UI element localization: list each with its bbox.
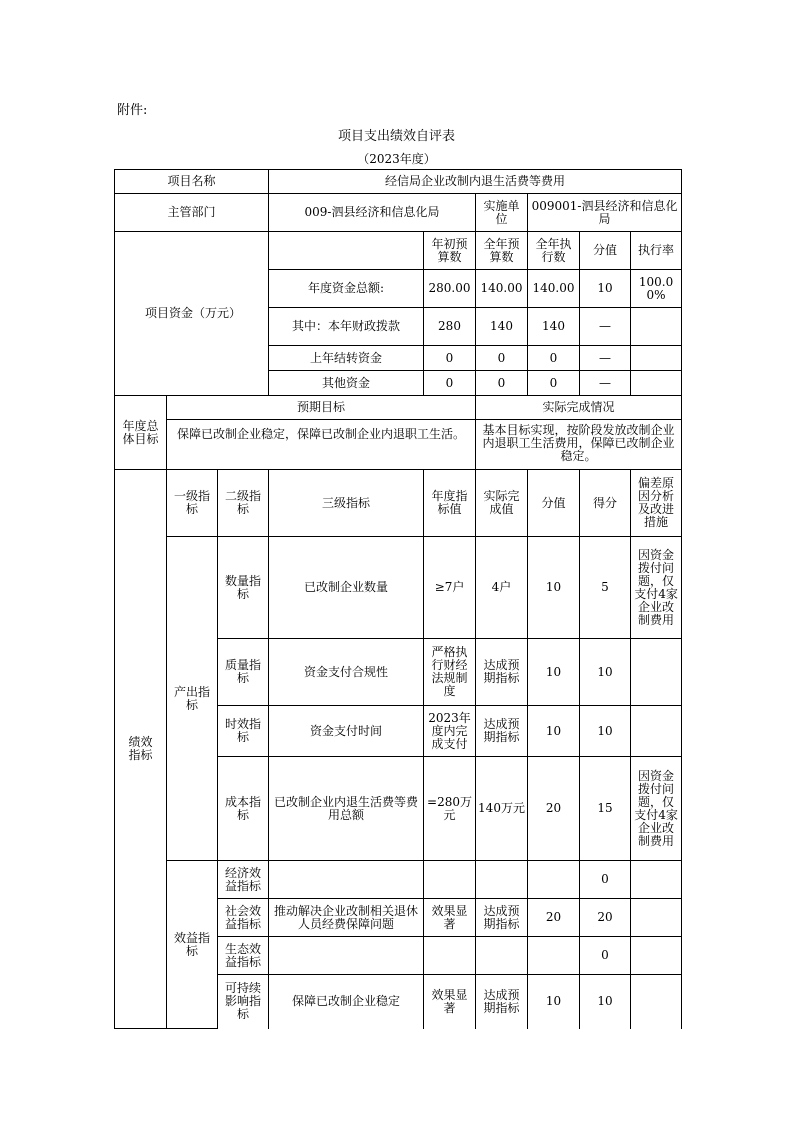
indicator-reason bbox=[631, 937, 682, 975]
attachment-label: 附件: bbox=[117, 103, 148, 118]
fund-row-label: 上年结转资金 bbox=[269, 346, 424, 371]
indicator-target: 2023年度内完成支付 bbox=[424, 706, 476, 757]
fund-rate: 100.00% bbox=[631, 270, 682, 308]
fund-row-label: 其中：本年财政拨款 bbox=[269, 308, 424, 346]
fund-exec: 140.00 bbox=[528, 270, 580, 308]
funds-label: 项目资金（万元） bbox=[115, 232, 269, 396]
expected-goal-label: 预期目标 bbox=[167, 396, 476, 420]
level2-indicator: 质量指标 bbox=[218, 639, 269, 706]
level2-indicator: 经济效益指标 bbox=[218, 861, 269, 899]
header-level3: 三级指标 bbox=[269, 470, 424, 537]
impl-unit-label: 实施单位 bbox=[476, 194, 528, 232]
actual-result-label: 实际完成情况 bbox=[476, 396, 682, 420]
indicator-score-value: 10 bbox=[528, 537, 580, 639]
indicator-reason bbox=[631, 639, 682, 706]
header-level2: 二级指标 bbox=[218, 470, 269, 537]
fund-full: 140 bbox=[476, 308, 528, 346]
indicator-score: 10 bbox=[580, 975, 631, 1029]
header-level1: 一级指标 bbox=[167, 470, 218, 537]
indicator-actual: 达成预期指标 bbox=[476, 975, 528, 1029]
impl-unit-value: 009001-泗县经济和信息化局 bbox=[528, 194, 682, 232]
year-label: （2023年度） bbox=[357, 152, 436, 166]
indicator-actual bbox=[476, 937, 528, 975]
header-score: 得分 bbox=[580, 470, 631, 537]
header-score-value: 分值 bbox=[528, 470, 580, 537]
level2-indicator: 社会效益指标 bbox=[218, 899, 269, 937]
indicator-score: 10 bbox=[580, 706, 631, 757]
output-indicator-label: 产出指标 bbox=[167, 537, 218, 861]
indicator-score: 20 bbox=[580, 899, 631, 937]
fund-row-label: 年度资金总额: bbox=[269, 270, 424, 308]
indicator-actual: 达成预期指标 bbox=[476, 706, 528, 757]
fund-full: 140.00 bbox=[476, 270, 528, 308]
col-initial-budget: 年初预算数 bbox=[424, 232, 476, 270]
fund-exec: 0 bbox=[528, 371, 580, 396]
actual-result-text: 基本目标实现，按阶段发放改制企业内退职工生活费用，保障已改制企业稳定。 bbox=[476, 420, 682, 470]
level2-indicator: 数量指标 bbox=[218, 537, 269, 639]
col-executed: 全年执行数 bbox=[528, 232, 580, 270]
fund-full: 0 bbox=[476, 346, 528, 371]
indicator-reason: 因资金拨付问题，仅支付4家企业改制费用 bbox=[631, 537, 682, 639]
fund-row-label: 其他资金 bbox=[269, 371, 424, 396]
indicator-actual: 达成预期指标 bbox=[476, 639, 528, 706]
level2-indicator: 时效指标 bbox=[218, 706, 269, 757]
fund-score-value: — bbox=[580, 371, 631, 396]
header-actual: 实际完成值 bbox=[476, 470, 528, 537]
indicator-target: 效果显著 bbox=[424, 975, 476, 1029]
expected-goal-text: 保障已改制企业稳定，保障已改制企业内退职工生活。 bbox=[167, 420, 476, 470]
indicator-target: 效果显著 bbox=[424, 899, 476, 937]
indicator-reason bbox=[631, 899, 682, 937]
indicator-reason bbox=[631, 861, 682, 899]
annual-goal-label: 年度总体目标 bbox=[115, 396, 167, 470]
indicator-target: =280万元 bbox=[424, 757, 476, 861]
project-name-label: 项目名称 bbox=[115, 170, 269, 194]
indicator-reason bbox=[631, 975, 682, 1029]
indicator-score-value: 10 bbox=[528, 639, 580, 706]
col-full-budget: 全年预算数 bbox=[476, 232, 528, 270]
indicator-target bbox=[424, 861, 476, 899]
indicator-score: 0 bbox=[580, 861, 631, 899]
level2-indicator: 生态效益指标 bbox=[218, 937, 269, 975]
fund-exec: 140 bbox=[528, 308, 580, 346]
indicator-actual: 140万元 bbox=[476, 757, 528, 861]
indicator-score-value bbox=[528, 861, 580, 899]
header-reason: 偏差原因分析及改进措施 bbox=[631, 470, 682, 537]
dept-label: 主管部门 bbox=[115, 194, 269, 232]
evaluation-table bbox=[114, 169, 682, 1029]
level3-indicator: 已改制企业内退生活费等费用总额 bbox=[269, 757, 424, 861]
benefit-indicator-label: 效益指标 bbox=[167, 861, 218, 1029]
level3-indicator bbox=[269, 861, 424, 899]
indicator-score: 15 bbox=[580, 757, 631, 861]
indicator-score-value: 10 bbox=[528, 975, 580, 1029]
fund-initial: 280.00 bbox=[424, 270, 476, 308]
indicator-score: 5 bbox=[580, 537, 631, 639]
indicator-target bbox=[424, 937, 476, 975]
indicator-actual: 4户 bbox=[476, 537, 528, 639]
fund-initial: 0 bbox=[424, 371, 476, 396]
project-name-value: 经信局企业改制内退生活费等费用 bbox=[269, 170, 682, 194]
col-exec-rate: 执行率 bbox=[631, 232, 682, 270]
indicator-actual bbox=[476, 861, 528, 899]
level3-indicator: 保障已改制企业稳定 bbox=[269, 975, 424, 1029]
indicator-target: ≥7户 bbox=[424, 537, 476, 639]
header-target: 年度指标值 bbox=[424, 470, 476, 537]
fund-rate bbox=[631, 308, 682, 346]
level2-indicator: 成本指标 bbox=[218, 757, 269, 861]
level3-indicator: 推动解决企业改制相关退休人员经费保障问题 bbox=[269, 899, 424, 937]
level3-indicator: 资金支付时间 bbox=[269, 706, 424, 757]
indicator-score-value: 20 bbox=[528, 899, 580, 937]
level3-indicator bbox=[269, 937, 424, 975]
indicator-score: 0 bbox=[580, 937, 631, 975]
page-title: 项目支出绩效自评表 bbox=[337, 129, 455, 144]
fund-score-value: 10 bbox=[580, 270, 631, 308]
performance-label: 绩效指标 bbox=[115, 470, 167, 1029]
indicator-reason bbox=[631, 706, 682, 757]
fund-initial: 280 bbox=[424, 308, 476, 346]
fund-initial: 0 bbox=[424, 346, 476, 371]
fund-score-value: — bbox=[580, 346, 631, 371]
fund-full: 0 bbox=[476, 371, 528, 396]
fund-exec: 0 bbox=[528, 346, 580, 371]
indicator-score: 10 bbox=[580, 639, 631, 706]
fund-rate bbox=[631, 371, 682, 396]
indicator-score-value: 20 bbox=[528, 757, 580, 861]
indicator-score-value bbox=[528, 937, 580, 975]
indicator-score-value: 10 bbox=[528, 706, 580, 757]
fund-rate bbox=[631, 346, 682, 371]
indicator-actual: 达成预期指标 bbox=[476, 899, 528, 937]
col-score-value: 分值 bbox=[580, 232, 631, 270]
level2-indicator: 可持续影响指标 bbox=[218, 975, 269, 1029]
indicator-reason: 因资金拨付问题，仅支付4家企业改制费用 bbox=[631, 757, 682, 861]
indicator-target: 严格执行财经法规制度 bbox=[424, 639, 476, 706]
dept-value: 009-泗县经济和信息化局 bbox=[269, 194, 476, 232]
level3-indicator: 资金支付合规性 bbox=[269, 639, 424, 706]
fund-score-value: — bbox=[580, 308, 631, 346]
level3-indicator: 已改制企业数量 bbox=[269, 537, 424, 639]
